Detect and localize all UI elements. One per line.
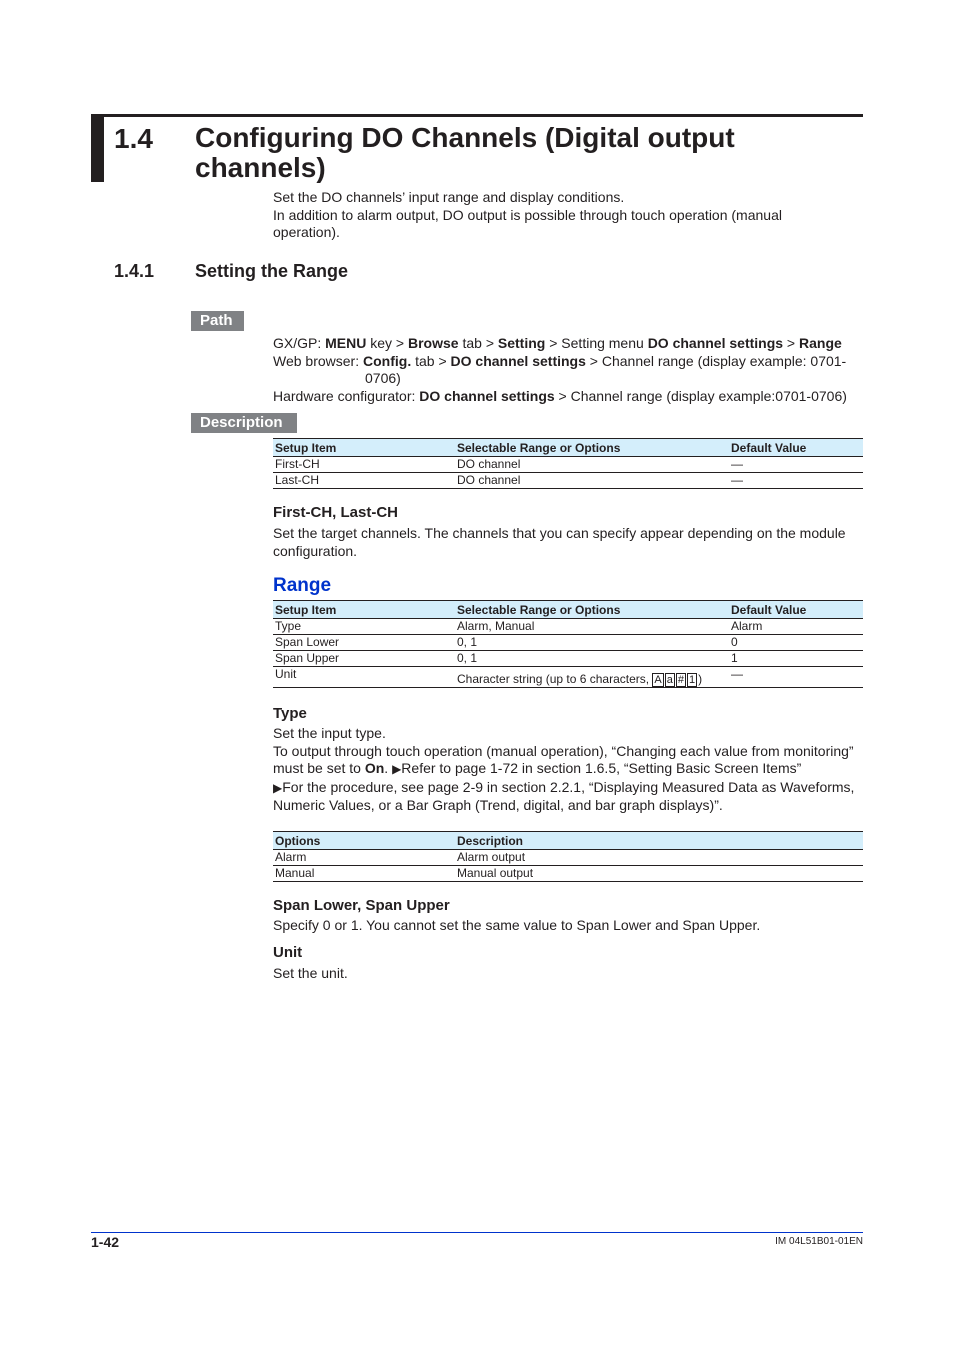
table-header: Setup Item Selectable Range or Options Default Value	[273, 439, 863, 457]
intro-line1: Set the DO channels’ input range and display conditions.	[273, 189, 625, 205]
section-title: Setting the Range	[195, 261, 349, 281]
chapter-rule	[104, 114, 863, 117]
table-row: Last-CH DO channel —	[273, 473, 863, 489]
table-row: Manual Manual output	[273, 866, 863, 882]
key-number-icon: 1	[689, 674, 696, 686]
intro	[273, 189, 833, 242]
reference-arrow-icon: ▶	[273, 780, 283, 795]
page-number: 1-42	[91, 1234, 120, 1250]
table-row: Unit Character string (up to 6 characters, A a # 1 ) —	[273, 667, 863, 688]
reference-arrow-icon: ▶	[392, 762, 402, 776]
description-tag: Description	[191, 413, 297, 433]
footer-rule	[91, 1232, 863, 1233]
table-first-last	[273, 438, 863, 489]
firstlast-text: Set the target channels. The channels that you can specify appear depending on the module configuration.	[273, 525, 846, 559]
table-row: Type Alarm, Manual Alarm	[273, 619, 863, 635]
key-symbol-icon: #	[677, 674, 685, 686]
path-block	[273, 335, 865, 405]
path-web: Web browser: Config. tab > DO channel settings > Channel range (display example: 0701-0706)	[273, 352, 847, 386]
type-title: Type	[273, 705, 307, 722]
table-header: Setup Item Selectable Range or Options Default Value	[273, 601, 863, 619]
type-text: Set the input type. To output through touch operation (manual operation), “Changing each value from monitoring” must be set to On. ▶Refer to page 1-72 in section 1.6.5, “Setting Basic Screen Items” ▶For the procedure, see page 2-9 in section 2.2.1, “Displaying Measured Data as Waveforms, Numeric Values, or a Bar Graph (Trend, digital, and bar graph displays)”.	[273, 725, 855, 813]
document-id: IM 04L51B01-01EN	[775, 1236, 863, 1247]
span-text: Specify 0 or 1. You cannot set the same value to Span Lower and Span Upper.	[273, 917, 761, 933]
intro-line2: In addition to alarm output, DO output is possible through touch operation (manual operation).	[273, 206, 782, 240]
chapter-title: Configuring DO Channels (Digital output channels)	[195, 122, 735, 183]
section-number: 1.4.1	[114, 261, 155, 281]
table-row: Span Upper 0, 1 1	[273, 651, 863, 667]
table-header: Options Description	[273, 832, 863, 850]
firstlast-title: First-CH, Last-CH	[273, 504, 399, 521]
span-title: Span Lower, Span Upper	[273, 897, 450, 914]
chapter-bar	[91, 114, 104, 182]
table-row: Span Lower 0, 1 0	[273, 635, 863, 651]
table-range	[273, 600, 863, 688]
range-heading: Range	[273, 575, 332, 596]
path-hw: Hardware configurator: DO channel settings > Channel range (display example:0701-0706)	[273, 387, 847, 404]
table-row: Alarm Alarm output	[273, 850, 863, 866]
unit-title: Unit	[273, 944, 303, 961]
table-type-options	[273, 831, 863, 882]
key-lower-a-icon: a	[666, 674, 673, 686]
unit-text: Set the unit.	[273, 965, 348, 981]
path-gxgp: GX/GP: MENU key > Browse tab > Setting > Setting menu DO channel settings > Range	[273, 335, 842, 351]
chapter-number: 1.4	[114, 123, 153, 154]
table-row: First-CH DO channel —	[273, 457, 863, 473]
key-upper-a-icon: A	[654, 674, 662, 686]
path-tag: Path	[191, 311, 244, 331]
